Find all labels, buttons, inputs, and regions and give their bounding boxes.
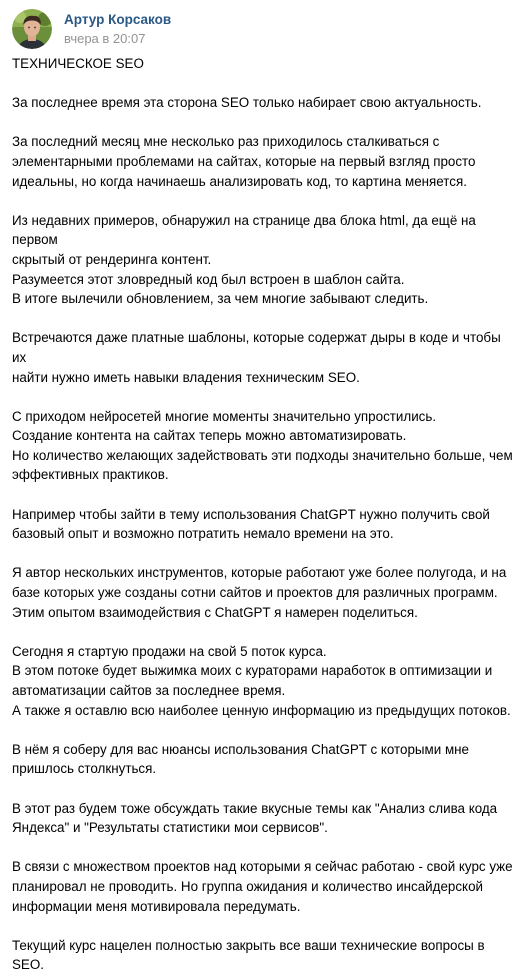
post-paragraph: Я автор нескольких инструментов, которые работают уже более полугода, и на базе которых уже созданы сотни сайтов и проектов для различных программ. Этим опытом взаимодействия с ChatGPT я намерен поделиться. <box>12 565 507 620</box>
post-paragraph: Из недавних примеров, обнаружил на странице два блока html, да ещё на первом скрытый от рендеринга контент. Разумеется этот зловредный код был встроен в шаблон сайта. В итоге вылечили обновлением, за чем многие забывают следить. <box>12 212 476 307</box>
post-paragraph: С приходом нейросетей многие моменты значительно упростились. Создание контента на сайтах теперь можно автоматизировать. Но количество желающих задействовать эти подходы значительно больше, чем эффективных практиков. <box>12 408 513 483</box>
post-paragraph: В связи с множеством проектов над которыми я сейчас работаю - свой курс уже планировал не проводить. Но группа ожидания и количество инсайдерской информации меня мотивировала передумать. <box>12 859 513 914</box>
post-paragraph: В этот раз будем тоже обсуждать такие вкусные темы как "Анализ слива кода Яндекса" и "Результаты статистики мои сервисов". <box>12 800 498 836</box>
post-paragraph: За последнее время эта сторона SEO только набирает свою актуальность. <box>12 95 482 111</box>
post-paragraph: ТЕХНИЧЕСКОЕ SEO <box>12 56 144 71</box>
post-paragraph: За последний месяц мне несколько раз приходилось сталкиваться с элементарными проблемами на сайтах, которые на первый взгляд просто идеальны, но когда начинаешь анализировать код, то картина меняется. <box>12 134 476 189</box>
post-paragraph: В нём я соберу для вас нюансы использования ChatGPT с которыми мне пришлось столкнуться. <box>12 741 469 777</box>
post-header <box>12 6 171 52</box>
avatar[interactable] <box>12 9 52 49</box>
post-text <box>12 54 518 975</box>
avatar-photo-icon <box>12 9 52 49</box>
post-paragraph: Например чтобы зайти в тему использования ChatGPT нужно получить свой базовый опыт и возможно потратить немало времени на это. <box>12 506 490 542</box>
post-date[interactable]: вчера в 20:07 <box>64 31 146 46</box>
post-paragraph: Сегодня я стартую продажи на свой 5 поток курса. В этом потоке будет выжимка моих с кураторами наработок в оптимизации и автоматизации сайтов за последнее время. А также я оставлю всю наиболее ценную информацию из предыдущих потоков. <box>12 643 511 718</box>
post-paragraph: Встречаются даже платные шаблоны, которые содержат дыры в коде и чтобы их найти нужно иметь навыки владения техническим SEO. <box>12 330 501 385</box>
author-name-link[interactable]: Артур Корсаков <box>64 12 172 27</box>
post-paragraph: Текущий курс нацелен полностью закрыть все ваши технические вопросы в SEO. <box>12 937 485 973</box>
author-block <box>64 11 171 47</box>
